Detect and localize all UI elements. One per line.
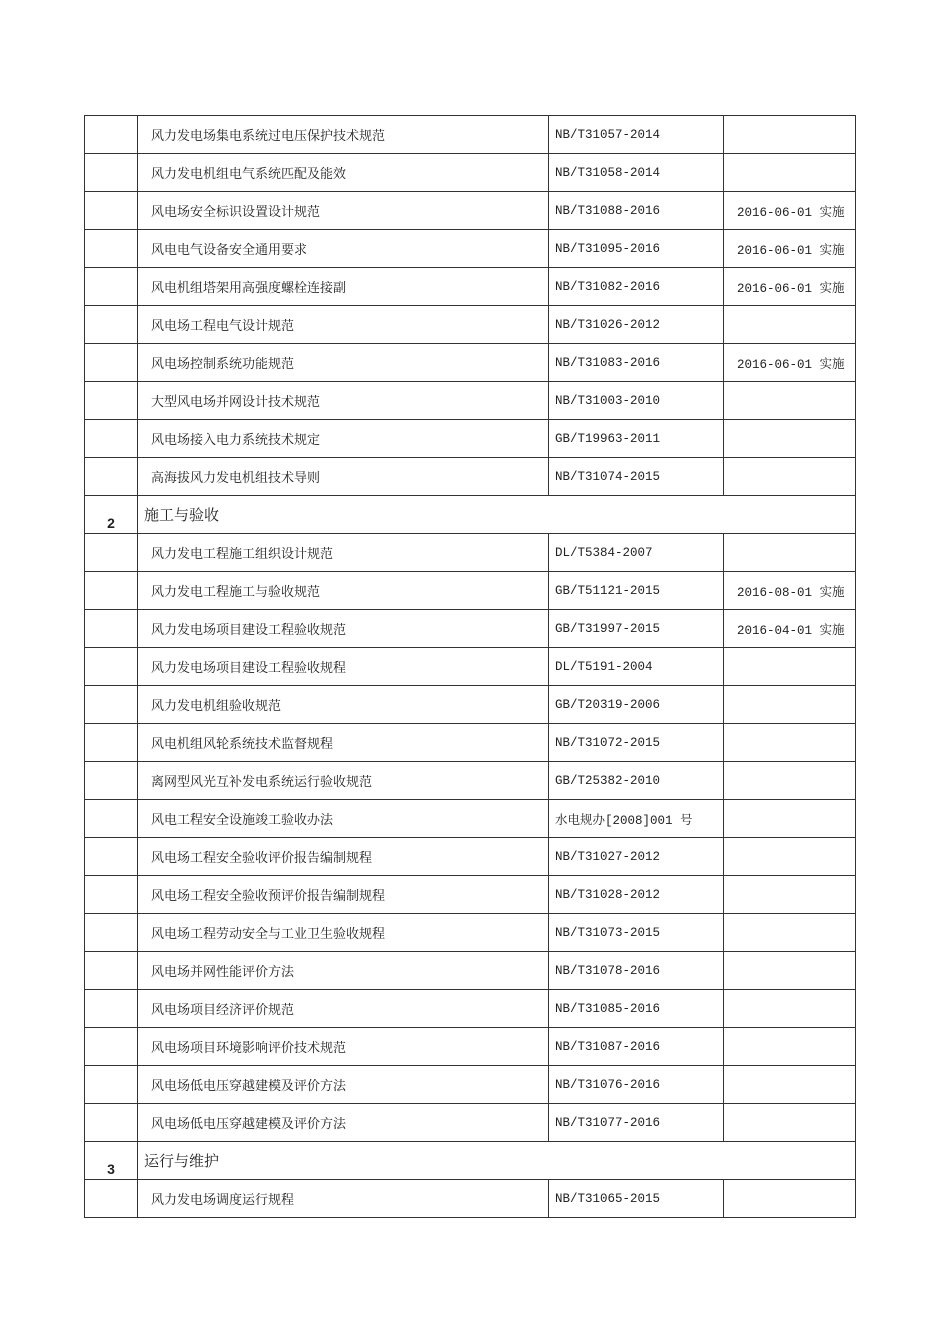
section-title: 施工与验收 bbox=[138, 496, 856, 534]
table-row bbox=[85, 838, 856, 876]
table-row bbox=[85, 382, 856, 420]
table-row bbox=[85, 154, 856, 192]
standard-code: NB/T31028-2012 bbox=[549, 876, 724, 914]
table-row bbox=[85, 268, 856, 306]
standard-code: NB/T31027-2012 bbox=[549, 838, 724, 876]
standard-code: NB/T31085-2016 bbox=[549, 990, 724, 1028]
standard-note bbox=[724, 876, 856, 914]
standard-code: GB/T31997-2015 bbox=[549, 610, 724, 648]
table-row bbox=[85, 686, 856, 724]
row-number-cell bbox=[85, 610, 138, 648]
standard-name: 大型风电场并网设计技术规范 bbox=[138, 382, 549, 420]
row-number-cell bbox=[85, 724, 138, 762]
table-row bbox=[85, 914, 856, 952]
standard-name: 风电场接入电力系统技术规定 bbox=[138, 420, 549, 458]
standard-code: NB/T31087-2016 bbox=[549, 1028, 724, 1066]
standard-code: NB/T31057-2014 bbox=[549, 116, 724, 154]
standard-code: NB/T31003-2010 bbox=[549, 382, 724, 420]
standard-name: 风电场项目经济评价规范 bbox=[138, 990, 549, 1028]
standard-note bbox=[724, 154, 856, 192]
table-row bbox=[85, 306, 856, 344]
row-number-cell bbox=[85, 458, 138, 496]
standard-note: 2016-06-01 实施 bbox=[724, 268, 856, 306]
table-row bbox=[85, 800, 856, 838]
standard-name: 风电机组风轮系统技术监督规程 bbox=[138, 724, 549, 762]
standard-name: 风力发电场项目建设工程验收规范 bbox=[138, 610, 549, 648]
standard-code: DL/T5384-2007 bbox=[549, 534, 724, 572]
standard-note bbox=[724, 686, 856, 724]
table-row bbox=[85, 990, 856, 1028]
row-number-cell bbox=[85, 990, 138, 1028]
table-row bbox=[85, 230, 856, 268]
section-header-row bbox=[85, 496, 856, 534]
row-number-cell bbox=[85, 1028, 138, 1066]
standard-name: 风电机组塔架用高强度螺栓连接副 bbox=[138, 268, 549, 306]
standard-note: 2016-06-01 实施 bbox=[724, 192, 856, 230]
standard-name: 风力发电机组电气系统匹配及能效 bbox=[138, 154, 549, 192]
standard-note bbox=[724, 116, 856, 154]
standard-note bbox=[724, 1028, 856, 1066]
standard-note bbox=[724, 1180, 856, 1218]
table-row bbox=[85, 572, 856, 610]
standard-note bbox=[724, 952, 856, 990]
standard-note bbox=[724, 458, 856, 496]
row-number-cell bbox=[85, 534, 138, 572]
standard-code: 水电规办[2008]001 号 bbox=[549, 800, 724, 838]
standard-code: NB/T31083-2016 bbox=[549, 344, 724, 382]
row-number-cell bbox=[85, 306, 138, 344]
table-row bbox=[85, 344, 856, 382]
standard-name: 风电场工程电气设计规范 bbox=[138, 306, 549, 344]
table-row bbox=[85, 1180, 856, 1218]
standard-note bbox=[724, 306, 856, 344]
standard-code: GB/T20319-2006 bbox=[549, 686, 724, 724]
section-header-row bbox=[85, 1142, 856, 1180]
row-number-cell bbox=[85, 952, 138, 990]
standard-name: 风力发电场项目建设工程验收规程 bbox=[138, 648, 549, 686]
row-number-cell bbox=[85, 1180, 138, 1218]
table-row bbox=[85, 610, 856, 648]
standard-code: NB/T31026-2012 bbox=[549, 306, 724, 344]
standard-code: NB/T31074-2015 bbox=[549, 458, 724, 496]
standard-name: 风电场工程劳动安全与工业卫生验收规程 bbox=[138, 914, 549, 952]
standard-code: DL/T5191-2004 bbox=[549, 648, 724, 686]
standard-code: NB/T31076-2016 bbox=[549, 1066, 724, 1104]
standard-code: GB/T51121-2015 bbox=[549, 572, 724, 610]
standard-note bbox=[724, 724, 856, 762]
standard-name: 风电场低电压穿越建模及评价方法 bbox=[138, 1066, 549, 1104]
standard-name: 风力发电机组验收规范 bbox=[138, 686, 549, 724]
row-number-cell bbox=[85, 268, 138, 306]
standard-code: NB/T31072-2015 bbox=[549, 724, 724, 762]
standard-note: 2016-08-01 实施 bbox=[724, 572, 856, 610]
standard-note bbox=[724, 914, 856, 952]
row-number-cell bbox=[85, 876, 138, 914]
table-row bbox=[85, 192, 856, 230]
standard-name: 风电场项目环境影响评价技术规范 bbox=[138, 1028, 549, 1066]
standard-note bbox=[724, 1104, 856, 1142]
row-number-cell bbox=[85, 572, 138, 610]
standard-name: 风电场工程安全验收预评价报告编制规程 bbox=[138, 876, 549, 914]
standard-code: GB/T19963-2011 bbox=[549, 420, 724, 458]
standard-note bbox=[724, 990, 856, 1028]
section-number: 2 bbox=[85, 496, 138, 534]
row-number-cell bbox=[85, 420, 138, 458]
standard-name: 风电场安全标识设置设计规范 bbox=[138, 192, 549, 230]
row-number-cell bbox=[85, 154, 138, 192]
standard-name: 风力发电场调度运行规程 bbox=[138, 1180, 549, 1218]
row-number-cell bbox=[85, 116, 138, 154]
standard-code: NB/T31088-2016 bbox=[549, 192, 724, 230]
standard-code: NB/T31095-2016 bbox=[549, 230, 724, 268]
standard-note: 2016-06-01 实施 bbox=[724, 230, 856, 268]
standards-table-body bbox=[85, 116, 856, 1218]
standard-name: 风电场工程安全验收评价报告编制规程 bbox=[138, 838, 549, 876]
table-row bbox=[85, 952, 856, 990]
row-number-cell bbox=[85, 382, 138, 420]
table-row bbox=[85, 116, 856, 154]
standard-name: 风力发电工程施工与验收规范 bbox=[138, 572, 549, 610]
row-number-cell bbox=[85, 914, 138, 952]
row-number-cell bbox=[85, 1104, 138, 1142]
standard-code: NB/T31078-2016 bbox=[549, 952, 724, 990]
standard-name: 风电电气设备安全通用要求 bbox=[138, 230, 549, 268]
row-number-cell bbox=[85, 686, 138, 724]
standard-note bbox=[724, 420, 856, 458]
table-row bbox=[85, 420, 856, 458]
section-number: 3 bbox=[85, 1142, 138, 1180]
standard-note bbox=[724, 800, 856, 838]
row-number-cell bbox=[85, 838, 138, 876]
row-number-cell bbox=[85, 1066, 138, 1104]
table-row bbox=[85, 1066, 856, 1104]
section-title: 运行与维护 bbox=[138, 1142, 856, 1180]
standard-note bbox=[724, 1066, 856, 1104]
row-number-cell bbox=[85, 192, 138, 230]
table-row bbox=[85, 1104, 856, 1142]
standard-name: 风电工程安全设施竣工验收办法 bbox=[138, 800, 549, 838]
table-row bbox=[85, 762, 856, 800]
standard-name: 风力发电场集电系统过电压保护技术规范 bbox=[138, 116, 549, 154]
standard-note bbox=[724, 382, 856, 420]
table-row bbox=[85, 458, 856, 496]
table-row bbox=[85, 1028, 856, 1066]
standard-name: 风电场低电压穿越建模及评价方法 bbox=[138, 1104, 549, 1142]
standard-code: NB/T31077-2016 bbox=[549, 1104, 724, 1142]
row-number-cell bbox=[85, 800, 138, 838]
standard-name: 风电场并网性能评价方法 bbox=[138, 952, 549, 990]
table-row bbox=[85, 534, 856, 572]
standard-code: GB/T25382-2010 bbox=[549, 762, 724, 800]
standard-note bbox=[724, 648, 856, 686]
standard-code: NB/T31082-2016 bbox=[549, 268, 724, 306]
standard-name: 风电场控制系统功能规范 bbox=[138, 344, 549, 382]
table-row bbox=[85, 648, 856, 686]
standard-note: 2016-04-01 实施 bbox=[724, 610, 856, 648]
row-number-cell bbox=[85, 762, 138, 800]
standard-note bbox=[724, 762, 856, 800]
standard-code: NB/T31073-2015 bbox=[549, 914, 724, 952]
standard-name: 风力发电工程施工组织设计规范 bbox=[138, 534, 549, 572]
standard-name: 离网型风光互补发电系统运行验收规范 bbox=[138, 762, 549, 800]
row-number-cell bbox=[85, 648, 138, 686]
standard-code: NB/T31058-2014 bbox=[549, 154, 724, 192]
standard-note: 2016-06-01 实施 bbox=[724, 344, 856, 382]
standard-note bbox=[724, 838, 856, 876]
row-number-cell bbox=[85, 344, 138, 382]
standard-note bbox=[724, 534, 856, 572]
table-row bbox=[85, 724, 856, 762]
standard-name: 高海拔风力发电机组技术导则 bbox=[138, 458, 549, 496]
row-number-cell bbox=[85, 230, 138, 268]
standards-table bbox=[84, 115, 856, 1218]
table-row bbox=[85, 876, 856, 914]
standard-code: NB/T31065-2015 bbox=[549, 1180, 724, 1218]
